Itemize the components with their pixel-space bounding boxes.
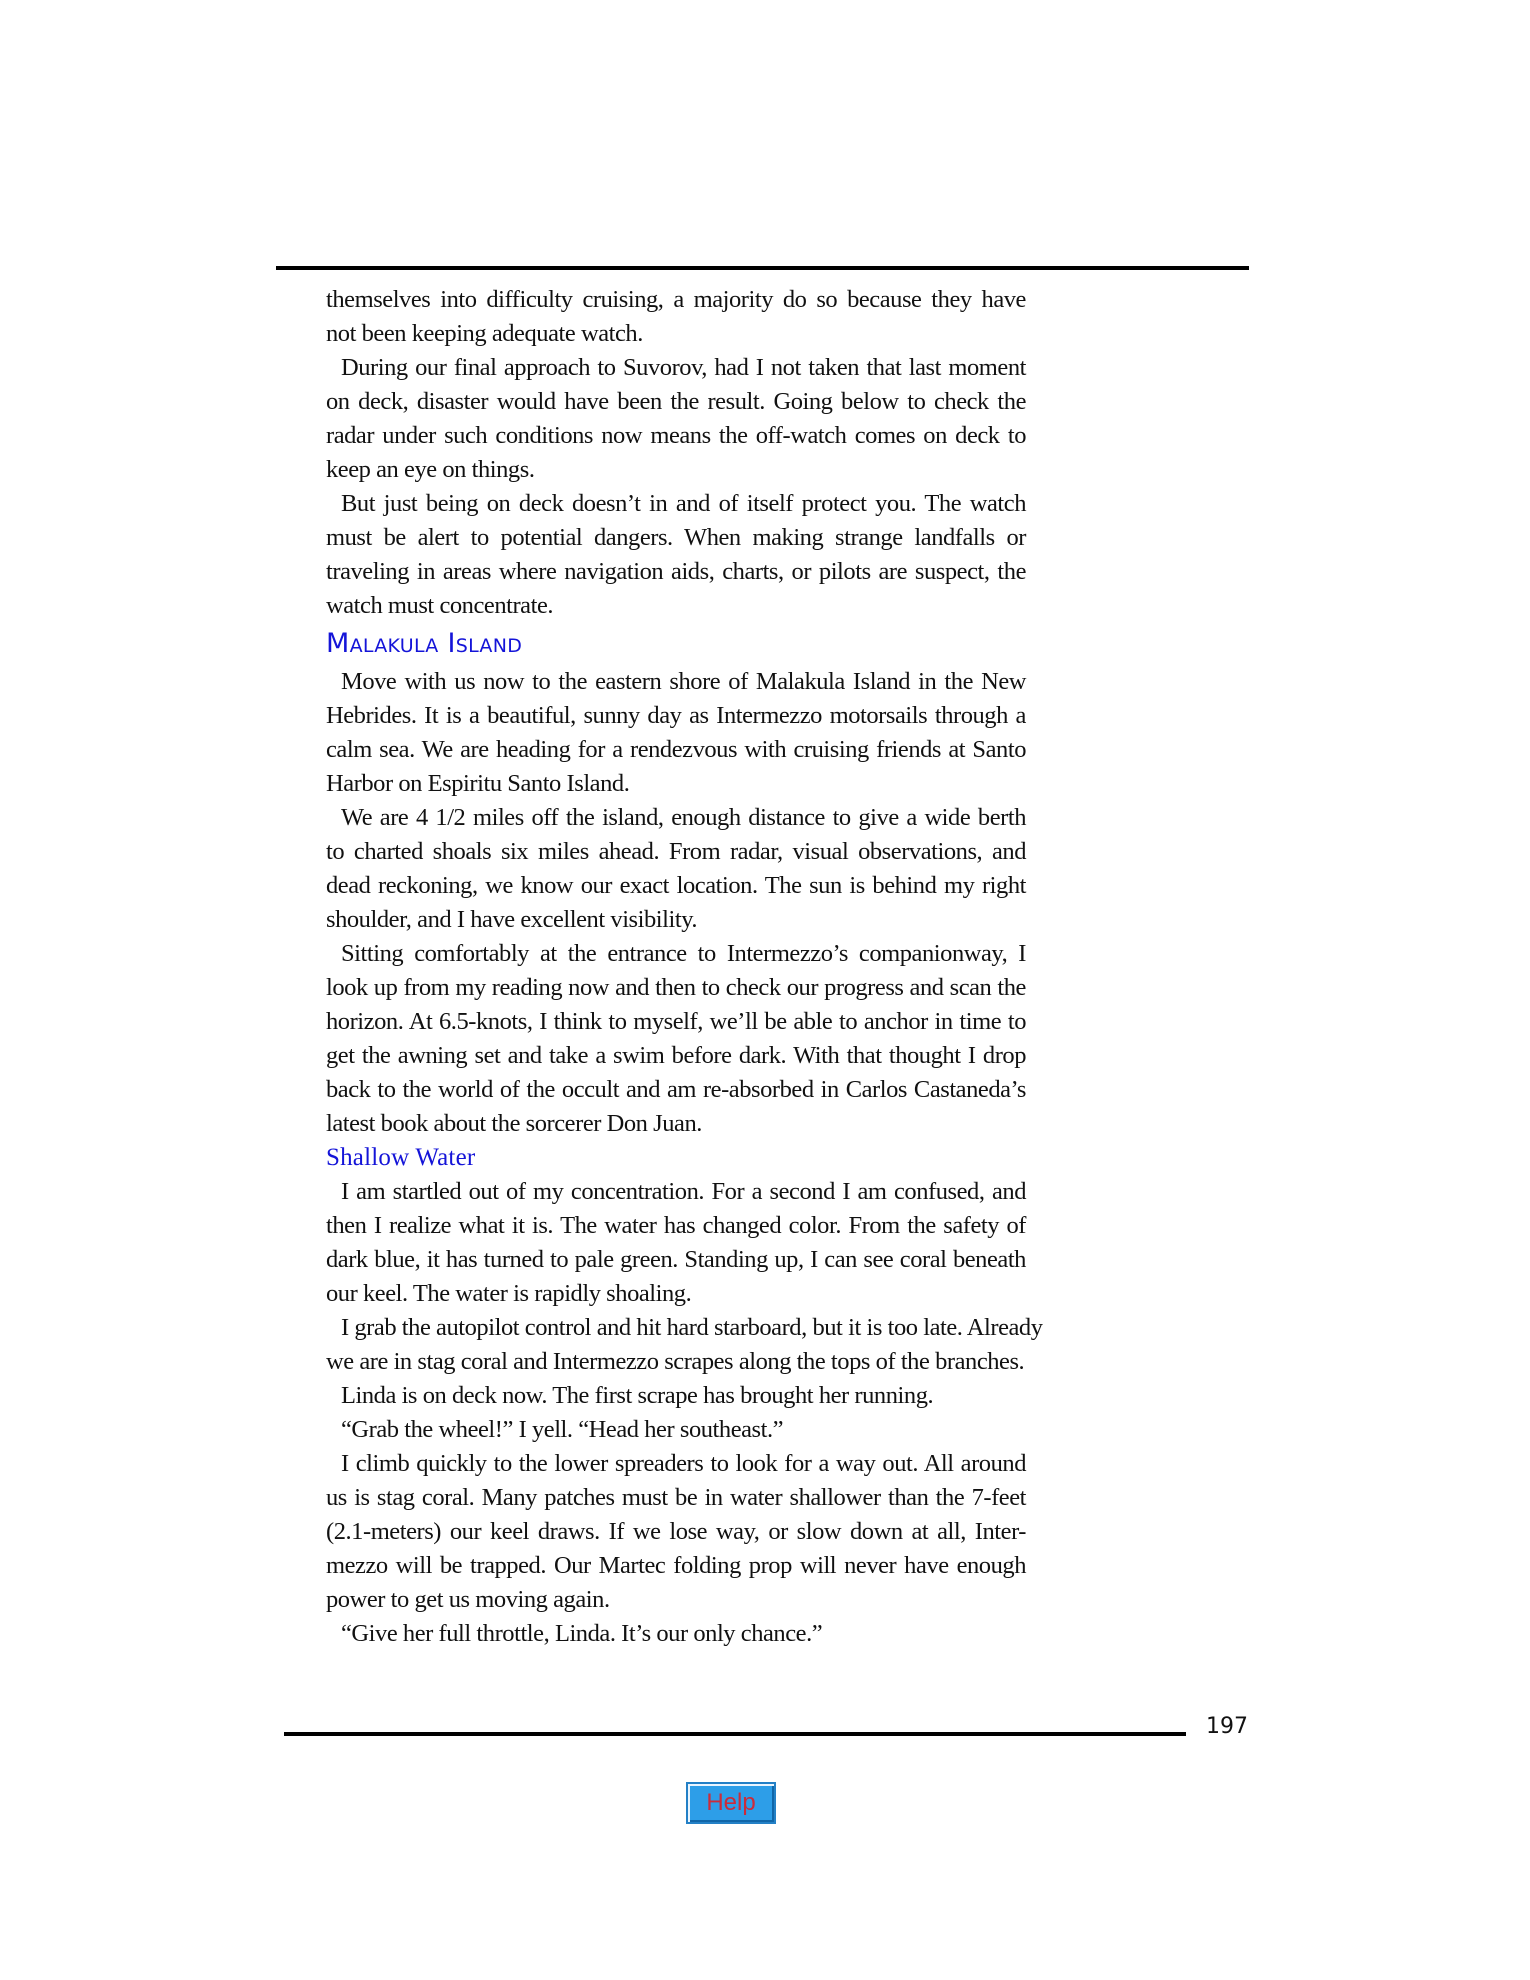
text-line: keep an eye on things. (326, 456, 535, 483)
text-line: dark blue, it has turned to pale green. Standing up, I can see coral beneath (326, 1246, 1026, 1273)
paragraph-6 (326, 937, 1026, 1141)
text-line: But just being on deck doesn’t in and of itself protect you. The watch (341, 490, 1026, 517)
paragraph-7 (326, 1175, 1026, 1311)
subheading-shallow-water: Shallow Water (326, 1144, 476, 1171)
text-line: we are in stag coral and Intermezzo scrapes along the tops of the branches. (326, 1348, 1025, 1375)
paragraph-8 (326, 1311, 1043, 1379)
text-line: “Give her full throttle, Linda. It’s our only chance.” (341, 1620, 823, 1647)
text-line: horizon. At 6.5-knots, I think to myself, we’ll be able to anchor in time to (326, 1008, 1026, 1035)
text-line: on deck, disaster would have been the result. Going below to check the (326, 388, 1026, 415)
text-line: Harbor on Espiritu Santo Island. (326, 770, 630, 797)
paragraph-11 (326, 1447, 1026, 1617)
text-line: to charted shoals six miles ahead. From radar, visual observations, and (326, 838, 1026, 865)
text-line: (2.1-meters) our keel draws. If we lose way, or slow down at all, Inter- (326, 1518, 1026, 1545)
text-line: I am startled out of my concentration. For a second I am confused, and (341, 1178, 1026, 1205)
text-line: not been keeping adequate watch. (326, 320, 643, 347)
paragraph-4 (326, 665, 1026, 801)
text-line: then I realize what it is. The water has changed color. From the safety of (326, 1212, 1026, 1239)
top-rule (276, 266, 1249, 270)
text-line: latest book about the sorcerer Don Juan. (326, 1110, 702, 1137)
bottom-rule (284, 1732, 1186, 1736)
help-button[interactable]: Help (686, 1782, 776, 1824)
text-line: our keel. The water is rapidly shoaling. (326, 1280, 692, 1307)
page-number: 197 (1206, 1714, 1248, 1739)
page-text-column (326, 283, 1043, 1651)
text-line: themselves into difficulty cruising, a majority do so because they have (326, 286, 1026, 313)
paragraph-5 (326, 801, 1026, 937)
paragraph-12 (326, 1617, 1026, 1651)
text-line: get the awning set and take a swim before dark. With that thought I drop (326, 1042, 1026, 1069)
text-line: We are 4 1/2 miles off the island, enough distance to give a wide berth (341, 804, 1026, 831)
text-line: power to get us moving again. (326, 1586, 610, 1613)
text-line: must be alert to potential dangers. When making strange landfalls or (326, 524, 1026, 551)
text-line: Linda is on deck now. The first scrape has brought her running. (341, 1382, 934, 1409)
paragraph-2 (326, 351, 1026, 487)
text-line: shoulder, and I have excellent visibility. (326, 906, 698, 933)
text-line: watch must concentrate. (326, 592, 554, 619)
paragraph-1 (326, 283, 1026, 351)
text-line: look up from my reading now and then to check our progress and scan the (326, 974, 1026, 1001)
paragraph-10 (326, 1413, 1026, 1447)
section-heading-malakula-island: Malakula Island (326, 628, 523, 659)
text-line: “Grab the wheel!” I yell. “Head her southeast.” (341, 1416, 784, 1443)
paragraph-9 (326, 1379, 1026, 1413)
text-line: radar under such conditions now means the off-watch comes on deck to (326, 422, 1026, 449)
text-line: Move with us now to the eastern shore of Malakula Island in the New (341, 668, 1026, 695)
text-line: calm sea. We are heading for a rendezvous with cruising friends at Santo (326, 736, 1026, 763)
text-line: During our final approach to Suvorov, had I not taken that last moment (341, 354, 1026, 381)
text-line: dead reckoning, we know our exact location. The sun is behind my right (326, 872, 1026, 899)
text-line: Hebrides. It is a beautiful, sunny day as Intermezzo motorsails through a (326, 702, 1026, 729)
paragraph-3 (326, 487, 1026, 623)
text-line: mezzo will be trapped. Our Martec folding prop will never have enough (326, 1552, 1026, 1579)
text-line: back to the world of the occult and am re-absorbed in Carlos Castaneda’s (326, 1076, 1026, 1103)
text-line: I grab the autopilot control and hit hard starboard, but it is too late. Already (341, 1314, 1043, 1341)
text-line: traveling in areas where navigation aids, charts, or pilots are suspect, the (326, 558, 1026, 585)
text-line: I climb quickly to the lower spreaders to look for a way out. All around (341, 1450, 1026, 1477)
text-line: Sitting comfortably at the entrance to Intermezzo’s companionway, I (341, 940, 1026, 967)
text-line: us is stag coral. Many patches must be in water shallower than the 7-feet (326, 1484, 1026, 1511)
